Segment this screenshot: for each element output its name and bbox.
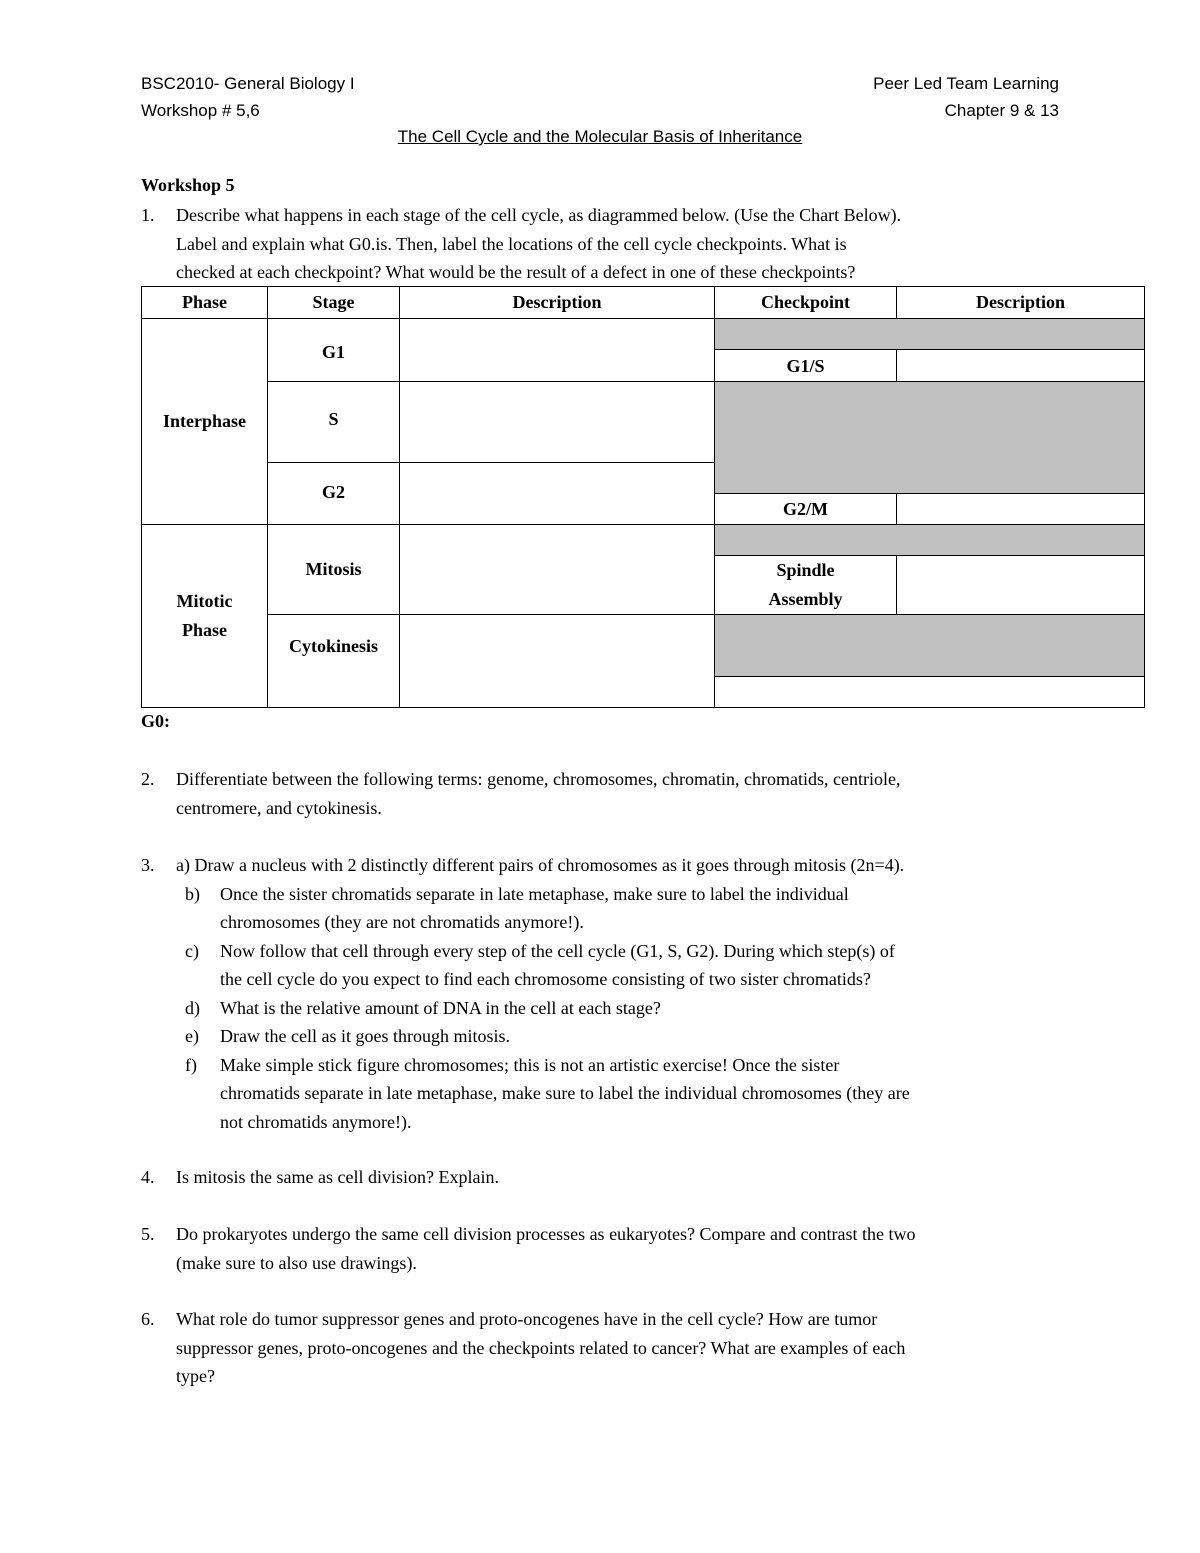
- sub-question-line: What is the relative amount of DNA in the cell at each stage?: [220, 997, 661, 1018]
- question-number: 3.: [141, 855, 155, 875]
- sub-question-f: [185, 1051, 1071, 1137]
- page-title: The Cell Cycle and the Molecular Basis of Inheritance: [397, 127, 803, 146]
- question-number: 4.: [141, 1167, 155, 1187]
- section-heading: Workshop 5: [141, 175, 235, 195]
- stage-mitosis: Mitosis: [267, 524, 400, 615]
- question-text-line: (make sure to also use drawings).: [176, 1252, 417, 1273]
- sub-question-line: not chromatids anymore!).: [220, 1111, 412, 1132]
- sub-question-letter: b): [185, 883, 200, 904]
- gray-shaded-cell: [714, 524, 1145, 556]
- sub-question-b: [185, 880, 1071, 937]
- question-2: [141, 765, 1071, 822]
- question-text-line: checked at each checkpoint? What would be the result of a defect in one of these checkpoints?: [176, 262, 856, 282]
- question-number: 6.: [141, 1309, 155, 1329]
- question-number: 2.: [141, 769, 155, 789]
- stage-g1: G1: [267, 318, 400, 382]
- header-stage: Stage: [267, 286, 400, 319]
- gray-shaded-cell: [714, 381, 1145, 494]
- question-text-line: centromere, and cytokinesis.: [176, 797, 382, 818]
- question-number: 5.: [141, 1224, 155, 1244]
- checkpoint-g1s: G1/S: [714, 349, 897, 382]
- phase-mitotic-line: Mitotic: [176, 591, 233, 611]
- sub-question-line: chromosomes (they are not chromatids anymore!).: [220, 912, 584, 932]
- question-text-line: Label and explain what G0.is. Then, label the locations of the cell cycle checkpoints. What is: [176, 233, 847, 254]
- header-checkpoint-description: Description: [896, 286, 1145, 319]
- sub-question-c: [185, 937, 1071, 994]
- sub-question-letter: f): [185, 1054, 197, 1075]
- checkpoint-g2m-description-cell[interactable]: [896, 493, 1145, 525]
- question-text-line: What role do tumor suppressor genes and proto-oncogenes have in the cell cycle? How are tumor: [176, 1309, 878, 1329]
- g0-label: G0:: [141, 711, 170, 731]
- sub-question-line: Make simple stick figure chromosomes; this is not an artistic exercise! Once the sister: [220, 1054, 840, 1075]
- description-g2-cell[interactable]: [399, 462, 715, 525]
- sub-question-line: chromatids separate in late metaphase, make sure to label the individual chromosomes (they are: [220, 1083, 910, 1103]
- question-6: [141, 1305, 1071, 1391]
- stage-g2: G2: [267, 462, 400, 525]
- gray-shaded-cell: [714, 318, 1145, 350]
- sub-question-d: [185, 994, 1071, 1023]
- sub-question-line: Now follow that cell through every step of the cell cycle (G1, S, G2). During which step(s) of: [220, 940, 895, 961]
- sub-question-line: Draw the cell as it goes through mitosis.: [220, 1026, 510, 1046]
- stage-cytokinesis: Cytokinesis: [267, 614, 400, 708]
- header-description: Description: [399, 286, 715, 319]
- gray-shaded-cell: [714, 614, 1145, 677]
- course-title: BSC2010- General Biology I: [141, 74, 355, 93]
- question-text-line: Is mitosis the same as cell division? Explain.: [176, 1167, 499, 1187]
- program-name: Peer Led Team Learning: [873, 74, 1059, 93]
- empty-cell[interactable]: [714, 676, 1145, 708]
- sub-question-line: Once the sister chromatids separate in late metaphase, make sure to label the individual: [220, 883, 849, 904]
- header-checkpoint: Checkpoint: [714, 286, 897, 319]
- checkpoint-spindle-description-cell[interactable]: [896, 555, 1145, 615]
- stage-s: S: [267, 381, 400, 463]
- phase-mitotic: [141, 524, 268, 708]
- workshop-number: Workshop # 5,6: [141, 101, 260, 120]
- question-5: [141, 1220, 1071, 1277]
- sub-question-letter: d): [185, 997, 200, 1018]
- sub-question-letter: c): [185, 940, 199, 961]
- question-4: [141, 1163, 1071, 1192]
- description-g1-cell[interactable]: [399, 318, 715, 382]
- question-text-line: a) Draw a nucleus with 2 distinctly different pairs of chromosomes as it goes through mitosis (2n=4).: [176, 855, 905, 875]
- header-phase: Phase: [141, 286, 268, 319]
- question-text-line: Do prokaryotes undergo the same cell division processes as eukaryotes? Compare and contrast the two: [176, 1224, 916, 1244]
- checkpoint-g2m: G2/M: [714, 493, 897, 525]
- question-3: [141, 851, 1071, 1136]
- checkpoint-spindle-assembly: [714, 555, 897, 615]
- cell-cycle-table: [141, 286, 1145, 708]
- checkpoint-label-line: Spindle: [776, 560, 835, 580]
- question-text-line: suppressor genes, proto-oncogenes and the checkpoints related to cancer? What are examples of each: [176, 1337, 906, 1358]
- sub-question-line: the cell cycle do you expect to find each chromosome consisting of two sister chromatids?: [220, 969, 871, 989]
- phase-interphase: Interphase: [141, 318, 268, 525]
- question-number: 1.: [141, 205, 155, 225]
- question-text-line: type?: [176, 1366, 215, 1386]
- question-1: [141, 201, 1071, 287]
- description-cytokinesis-cell[interactable]: [399, 614, 715, 708]
- chapter-number: Chapter 9 & 13: [944, 101, 1059, 120]
- checkpoint-label-line: Assembly: [768, 589, 843, 609]
- checkpoint-g1s-description-cell[interactable]: [896, 349, 1145, 382]
- question-text-line: Differentiate between the following terms: genome, chromosomes, chromatin, chromatids, centriole,: [176, 769, 901, 789]
- phase-mitotic-line: Phase: [182, 620, 227, 640]
- description-s-cell[interactable]: [399, 381, 715, 463]
- question-text-line: Describe what happens in each stage of the cell cycle, as diagrammed below. (Use the Chart Below).: [176, 205, 902, 225]
- description-mitosis-cell[interactable]: [399, 524, 715, 615]
- sub-question-e: [185, 1022, 1071, 1051]
- sub-question-letter: e): [185, 1026, 199, 1046]
